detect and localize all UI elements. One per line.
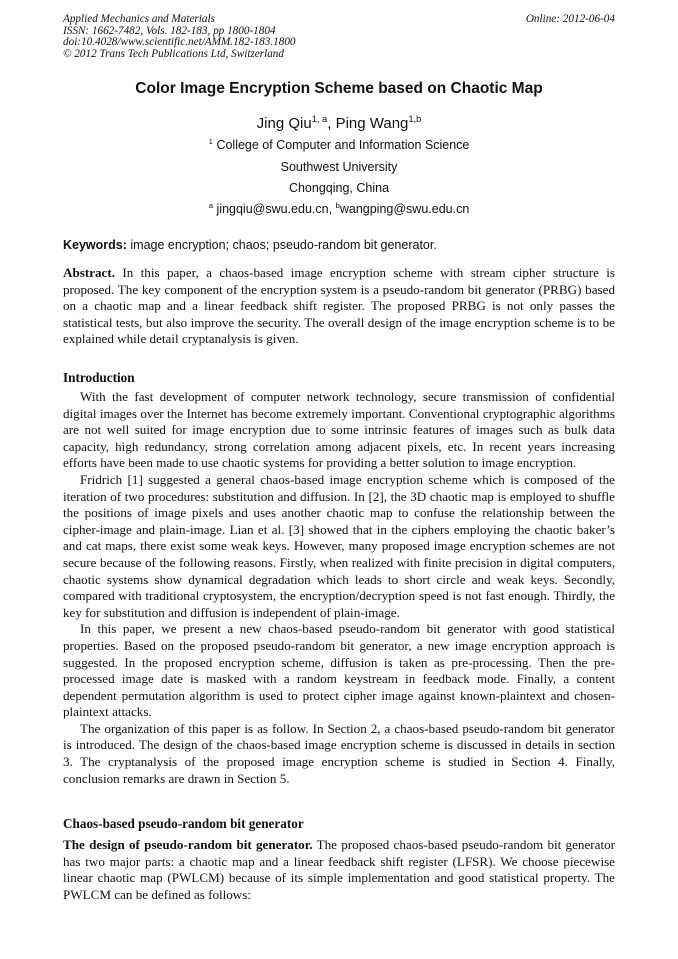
email-b[interactable]: wangping@swu.edu.cn [339, 202, 470, 216]
journal-header [63, 14, 615, 60]
section-body [63, 837, 615, 903]
keywords-text: image encryption; chaos; pseudo-random bit generator. [130, 238, 437, 252]
paragraph: The organization of this paper is as follow. In Section 2, a chaos-based pseudo-random bit generator is introduced. The design of the chaos-based image encryption scheme is discussed in details in section 3. The cryptanalysis of the proposed image encryption scheme is studied in Section 4. Finally, conclusion remarks are drawn in Section 5. [63, 720, 615, 786]
paragraph: With the fast development of computer network technology, secure transmission of confidential digital images over the Internet has become extremely important. Conventional cryptographic algorithms are not well suited for image encryption due to some intrinsic features of images such as bulk data capacity, high redundancy, strong correlation among adjacent pixels, etc. In recent years increasing efforts have been made to use chaotic systems for providing a better solution to image encryption. [63, 389, 615, 471]
affiliation-emails: $^a$ jingqiu@swu.edu.cn, $^b$wangping@swu.edu.cn [208, 200, 470, 216]
introduction-body [63, 389, 615, 787]
email-superscript: b [335, 200, 340, 210]
author-line: Jing Qiu$^{1, a}$, Ping Wang$^{1,b}$ [256, 114, 422, 132]
keywords-label: Keywords: [63, 238, 127, 252]
paragraph: In this paper, we present a new chaos-based pseudo-random bit generator with good statistical properties. Based on the proposed pseudo-random bit generator, a new image encryption approach is suggested. In the proposed encryption scheme, diffusion is taken as pre-processing. Then the pre-processed image date is masked with a random keystream in feedback mode. Finally, a content dependent permutation algorithm is used to protect cipher image against known-plaintext and chosen-plaintext attacks. [63, 621, 615, 720]
doi: doi:10.4028/www.scientific.net/AMM.182-183.1800 [63, 36, 296, 49]
online-date: Online: 2012-06-04 [525, 13, 615, 25]
author-name: Ping Wang [335, 115, 409, 132]
affiliation-university: Southwest University [280, 160, 398, 174]
email-superscript: a [208, 200, 214, 210]
journal-name: Applied Mechanics and Materials [63, 13, 215, 25]
abstract-text: In this paper, a chaos-based image encryption scheme with stream cipher structure is proposed. The key component of the encryption system is a pseudo-random bit generator (PRBG) based on a chaotic map and a linear feedback shift register. The proposed PRBG is not only passes the statistical tests, but also improve the security. The overall design of the image encryption scheme is to be explained while detail cryptanalysis is given. [63, 265, 615, 347]
affiliation-superscript: 1 [208, 136, 213, 146]
introduction-heading: Introduction [63, 370, 135, 385]
section-text: The proposed chaos-based pseudo-random bit generator has two major parts: a chaotic map and a linear feedback shift register (LFSR). We choose piecewise linear chaotic map (PWLCM) because of its simple implementation and good statistical property. The PWLCM can be defined as follows: [63, 837, 615, 902]
affiliation-college [0, 138, 678, 152]
college-name: College of Computer and Information Science [216, 138, 470, 152]
author-superscript: 1, a [311, 114, 328, 124]
author-superscript: 1,b [408, 114, 422, 124]
subsection-heading: The design of pseudo-random bit generator. [63, 837, 313, 852]
abstract [63, 265, 615, 348]
author-name: Jing Qiu [256, 115, 312, 132]
email-a[interactable]: jingqiu@swu.edu.cn [216, 202, 329, 216]
paragraph: Fridrich [1] suggested a general chaos-based image encryption scheme which is composed of the iteration of two procedures: substitution and diffusion. In [2], the 3D chaotic map is employed to shuffle the positions of image pixels and uses another chaotic map to confuse the relationship between the cipher-image and plain-image. Lian et al. [3] showed that in the ciphers employing the chaotic baker’s and cat maps, there exist some weak keys. However, many proposed image encryption schemes are not secure because of the following reasons. Firstly, when realized with finite precision in digital computers, chaotic systems show dynamical degradation which leads to short circle and weak keys. Secondly, compared with traditional cryptosystem, the encryption/decryption speed is not fast enough. Thirdly, the key for substitution and diffusion is independent of plain-image. [63, 471, 615, 620]
affiliation-city: Chongqing, China [288, 181, 390, 195]
section-heading: Chaos-based pseudo-random bit generator [63, 816, 304, 831]
paper-title: Color Image Encryption Scheme based on Chaotic Map [135, 80, 543, 97]
issn: ISSN: 1662-7482, Vols. 182-183, pp 1800-1804 [63, 24, 276, 37]
copyright: © 2012 Trans Tech Publications Ltd, Switzerland [63, 47, 284, 60]
abstract-label: Abstract. [63, 265, 115, 280]
keywords [63, 238, 437, 252]
